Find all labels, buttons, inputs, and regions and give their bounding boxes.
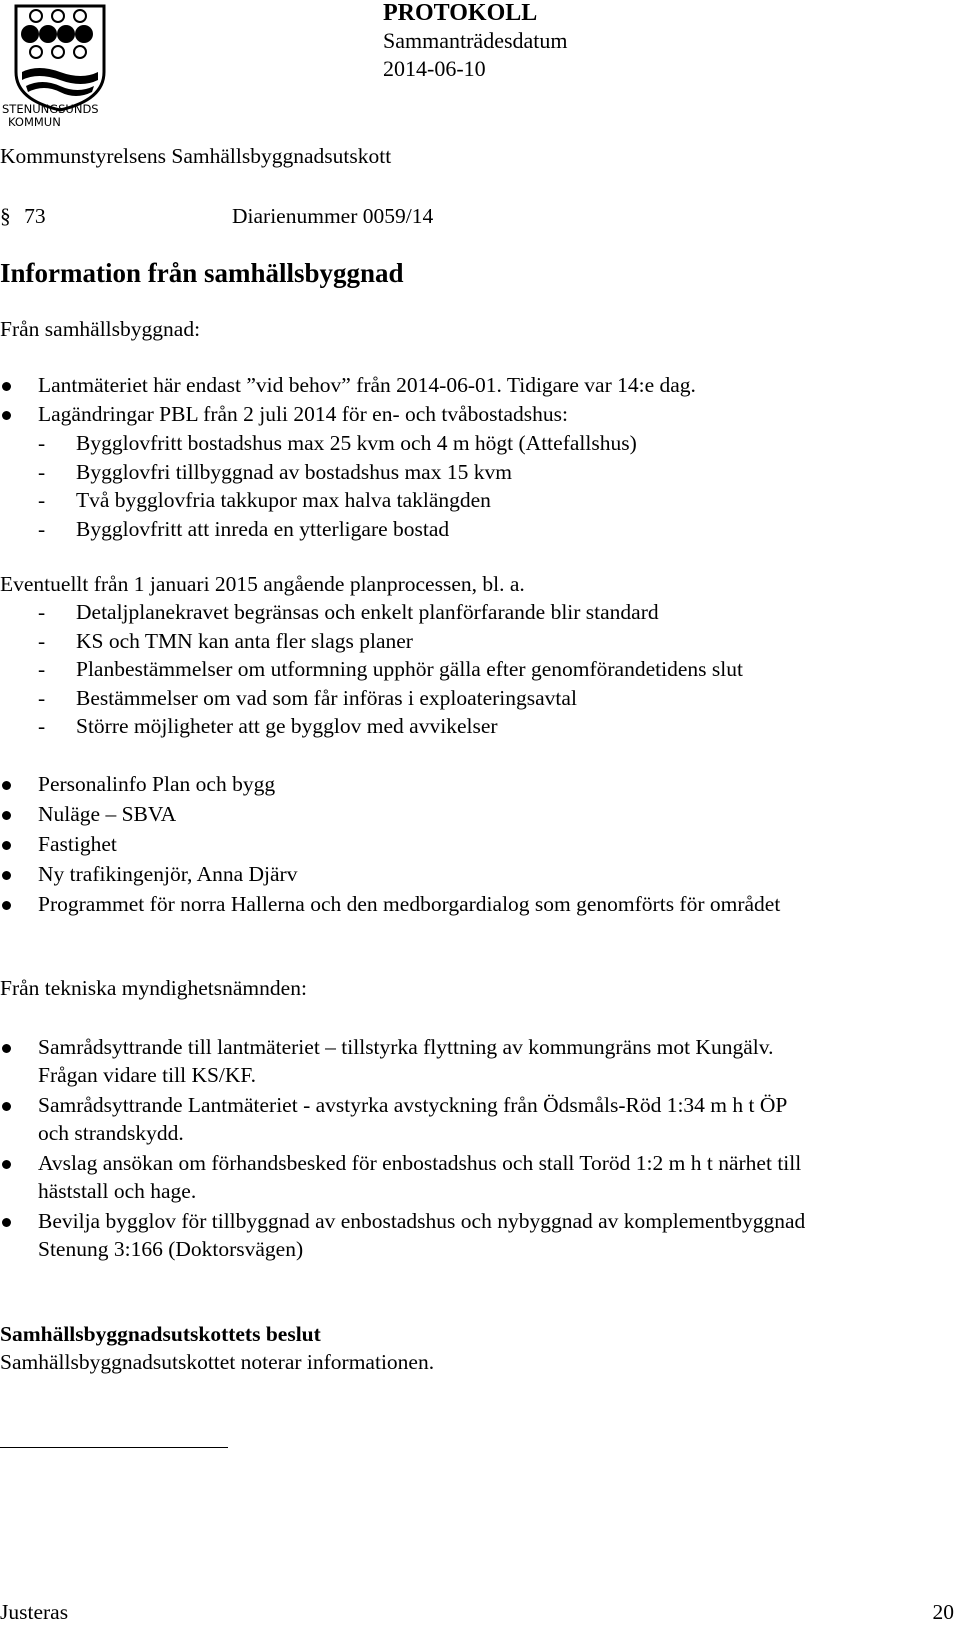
dash-icon: -	[38, 657, 46, 681]
list-item: Nuläge – SBVA	[38, 802, 177, 826]
list-item: Två bygglovfria takkupor max halva taklängden	[76, 488, 491, 512]
from-tmn-heading: Från tekniska myndighetsnämnden:	[0, 976, 307, 1000]
list-item-continuation: häststall och hage.	[38, 1179, 197, 1203]
list-item: KS och TMN kan anta fler slags planer	[76, 629, 413, 653]
list-item: Detaljplanekravet begränsas och enkelt planförfarande blir standard	[76, 600, 659, 624]
list-item: Lantmäteriet här endast ”vid behov” från 2014-06-01. Tidigare var 14:e dag.	[38, 373, 696, 397]
dash-icon: -	[38, 488, 46, 512]
bullet-icon	[2, 841, 11, 850]
dash-icon: -	[38, 517, 46, 541]
dash-icon: -	[38, 431, 46, 455]
list-item-continuation: och strandskydd.	[38, 1121, 184, 1145]
planprocess-intro: Eventuellt från 1 januari 2015 angående planprocessen, bl. a.	[0, 572, 525, 596]
section-number: 73	[24, 204, 46, 228]
list-item: Planbestämmelser om utformning upphör gälla efter genomförandetidens slut	[76, 657, 743, 681]
list-item: Programmet för norra Hallerna och den medborgardialog som genomförts för området	[38, 892, 781, 916]
list-item: Bygglovfritt att inreda en ytterligare bostad	[76, 517, 450, 541]
list-item: Bevilja bygglov för tillbyggnad av enbostadshus och nybyggnad av komplementbyggnad	[38, 1209, 806, 1233]
meeting-date-label: Sammanträdesdatum	[383, 28, 568, 53]
svg-text:KOMMUN: KOMMUN	[8, 115, 61, 129]
dash-icon: -	[38, 629, 46, 653]
from-samhallsbyggnad-heading: Från samhällsbyggnad:	[0, 317, 201, 341]
list-item: Personalinfo Plan och bygg	[38, 772, 276, 796]
bullet-icon	[2, 1102, 11, 1111]
list-item: Lagändringar PBL från 2 juli 2014 för en- och tvåbostadshus:	[38, 402, 569, 426]
dash-icon: -	[38, 714, 46, 738]
bullet-icon	[2, 411, 11, 420]
list-item-continuation: Stenung 3:166 (Doktorsvägen)	[38, 1237, 304, 1261]
section-line	[0, 204, 434, 229]
dash-icon: -	[38, 460, 46, 484]
bullet-icon	[2, 811, 11, 820]
list-item: Ny trafikingenjör, Anna Djärv	[38, 862, 298, 886]
list-item-continuation: Frågan vidare till KS/KF.	[38, 1063, 257, 1087]
footer-justeras: Justeras	[0, 1600, 69, 1624]
committee-name: Kommunstyrelsens Samhällsbyggnadsutskott	[0, 144, 392, 168]
page-number: 20	[932, 1600, 954, 1624]
decision-text: Samhällsbyggnadsutskottet noterar informationen.	[0, 1350, 435, 1374]
page-title: Information från samhällsbyggnad	[0, 258, 404, 288]
bullet-icon	[2, 1160, 11, 1169]
bullet-icon	[2, 382, 11, 391]
list-item: Fastighet	[38, 832, 117, 856]
diary-number: Diarienummer 0059/14	[232, 204, 434, 228]
list-item: Bygglovfri tillbyggnad av bostadshus max 15 kvm	[76, 460, 512, 484]
bullet-icon	[2, 901, 11, 910]
list-item: Avslag ansökan om förhandsbesked för enbostadshus och stall Toröd 1:2 m h t närhet till	[38, 1151, 802, 1175]
signature-line	[0, 1447, 228, 1448]
section-symbol: §	[0, 204, 11, 228]
municipality-logo	[0, 0, 120, 130]
dash-icon: -	[38, 600, 46, 624]
meeting-date: 2014-06-10	[383, 56, 486, 81]
bullet-icon	[2, 1044, 11, 1053]
dash-icon: -	[38, 686, 46, 710]
svg-text:STENUNGSUNDS: STENUNGSUNDS	[2, 102, 99, 116]
list-item: Samrådsyttrande Lantmäteriet - avstyrka avstyckning från Ödsmåls-Röd 1:34 m h t ÖP	[38, 1093, 788, 1117]
list-item: Bestämmelser om vad som får införas i exploateringsavtal	[76, 686, 577, 710]
list-item: Större möjligheter att ge bygglov med avvikelser	[76, 714, 498, 738]
bullet-icon	[2, 781, 11, 790]
list-item: Samrådsyttrande till lantmäteriet – tillstyrka flyttning av kommungräns mot Kungälv.	[38, 1035, 774, 1059]
bullet-icon	[2, 1218, 11, 1227]
bullet-icon	[2, 871, 11, 880]
list-item: Bygglovfritt bostadshus max 25 kvm och 4 m högt (Attefallshus)	[76, 431, 637, 455]
document-type: PROTOKOLL	[383, 0, 538, 26]
decision-heading: Samhällsbyggnadsutskottets beslut	[0, 1322, 321, 1346]
